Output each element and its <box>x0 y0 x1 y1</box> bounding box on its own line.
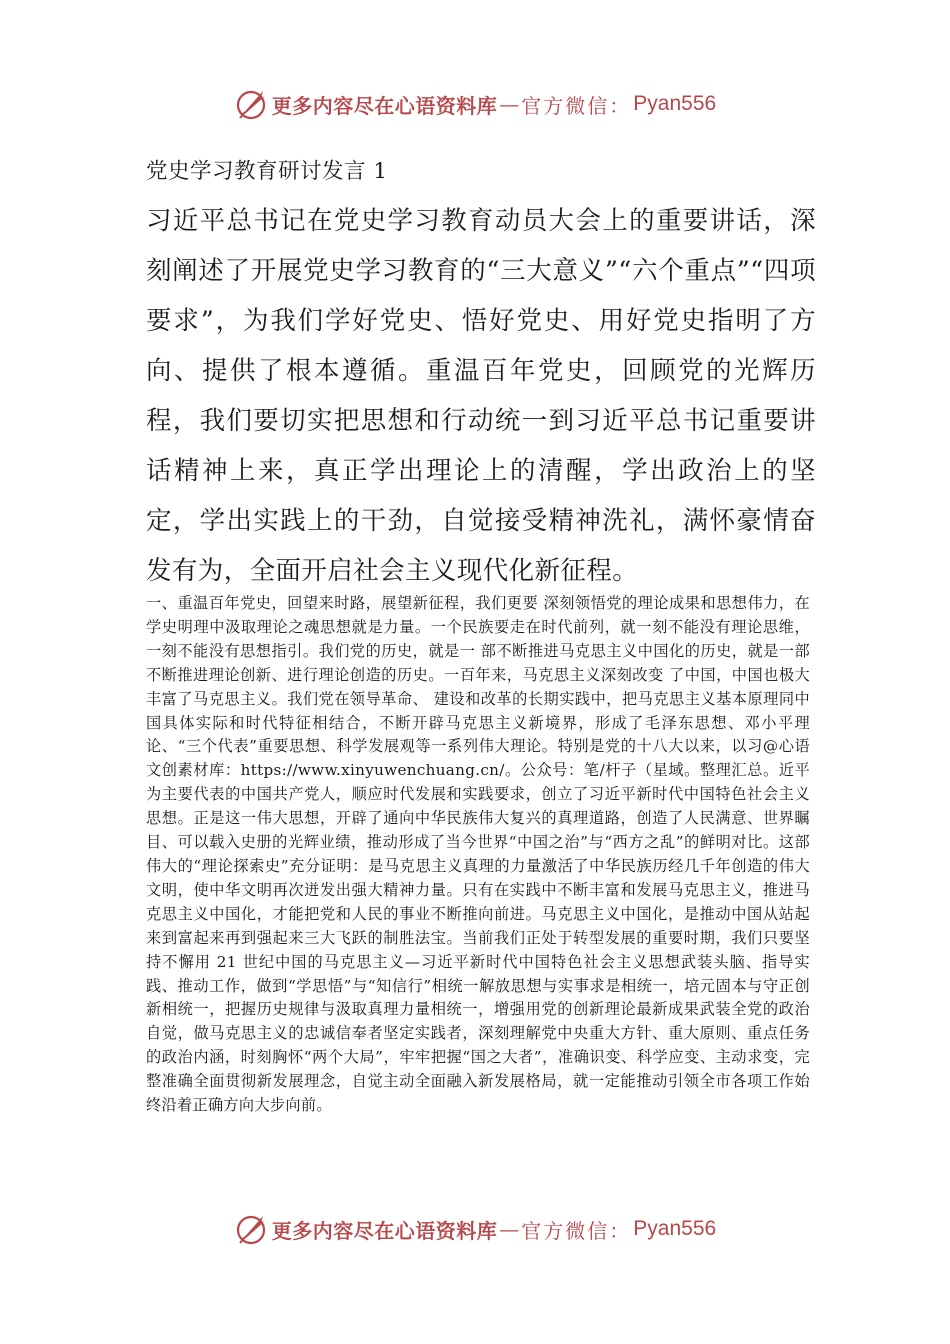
banner-text: 更多内容尽在心语资料库 <box>271 1218 498 1243</box>
banner-dash: — <box>499 92 520 116</box>
banner-official: 官方微信： <box>521 1218 632 1243</box>
banner-dash: — <box>499 1217 520 1241</box>
quill-logo-icon <box>234 86 270 122</box>
quill-logo-icon <box>234 1211 270 1247</box>
banner-wechat-id: Pyan556 <box>633 1217 717 1240</box>
lead-paragraph: 习近平总书记在党史学习教育动员大会上的重要讲话，深刻阐述了开展党史学习教育的“三大意义”“六个重点”“四项要求”，为我们学好党史、悟好党史、用好党史指明了方向、提供了根本遵循。重温百年党史，回顾党的光辉历程，我们要切实把思想和行动统一到习近平总书记重要讲话精神上来，真正学出理论上的清醒，学出政治上的坚定，学出实践上的干劲，自觉接受精神洗礼，满怀豪情奋发有为，全面开启社会主义现代化新征程。 <box>146 206 816 586</box>
banner-official: 官方微信： <box>521 93 632 118</box>
footer-banner <box>0 1209 950 1249</box>
body-text: 一、重温百年党史，回望来时路，展望新征程，我们更要 深刻领悟党的理论成果和思想伟力，在学史明理中汲取理论之魂思想就是力量。一个民族要走在时代前列，就一刻不能没有理论思维，一刻不能没有思想指引。我们党的历史，就是一 部不断推进马克思主义中国化的历史，就是一部不断推进理论创新、进行理论创造的历史。一百年来，马克思主义深刻改变 了中国，中国也极大丰富了马克思主义。我们党在领导革命、 建设和改革的长期实践中，把马克思主义基本原理同中国具体实际和时代特征相结合，不断开辟马克思主义新境界，形成了毛泽东思想、邓小平理论、“三个代表”重要思想、科学发展观等一系列伟大理论。特别是党的十八大以来，以习@心语文创素材库：https://www.xinyuwenchuang.cn/。公众号：笔/杆子（星域。整理汇总。近平为主要代表的中国共产党人，顺应时代发展和实践要求，创立了习近平新时代中国特色社会主义思想。正是这一伟大思想，开辟了通向中华民族伟大复兴的真理道路，创造了人民满意、世界瞩目、可以载入史册的光辉业绩，推动形成了当今世界“中国之治”与“西方之乱”的鲜明对比。这部伟大的“理论探索史”充分证明：是马克思主义真理的力量激活了中华民族历经几千年创造的伟大文明，使中华文明再次迸发出强大精神力量。只有在实践中不断丰富和发展马克思主义，推进马克思主义中国化，才能把党和人民的事业不断推向前进。马克思主义中国化，是推动中国从站起来到富起来再到强起来三大飞跃的制胜法宝。当前我们正处于转型发展的重要时期，我们只要坚持不懈用 21 世纪中国的马克思主义—习近平新时代中国特色社会主义思想武装头脑、指导实践、推动工作，做到“学思悟”与“知信行”相统一解放思想与实事求是相统一，培元固本与守正创新相统一，把握历史规律与汲取真理力量相统一，增强用党的创新理论最新成果武装全党的政治自觉，做马克思主义的忠诚信奉者坚定实践者，深刻理解党中央重大方针、重大原则、重点任务的政治内涵，时刻胸怀“两个大局”，牢牢把握“国之大者”，准确识变、科学应变、主动求变，完整准确全面贯彻新发展理念，自觉主动全面融入新发展格局，就一定能推动引领全市各项工作始终沿着正确方向大步向前。 <box>146 594 810 1115</box>
document-title: 党史学习教育研讨发言 1 <box>146 159 388 184</box>
banner-text: 更多内容尽在心语资料库 <box>271 93 498 118</box>
body-paragraph <box>146 592 810 1118</box>
banner-wechat-id: Pyan556 <box>633 92 717 115</box>
header-banner <box>0 84 950 124</box>
